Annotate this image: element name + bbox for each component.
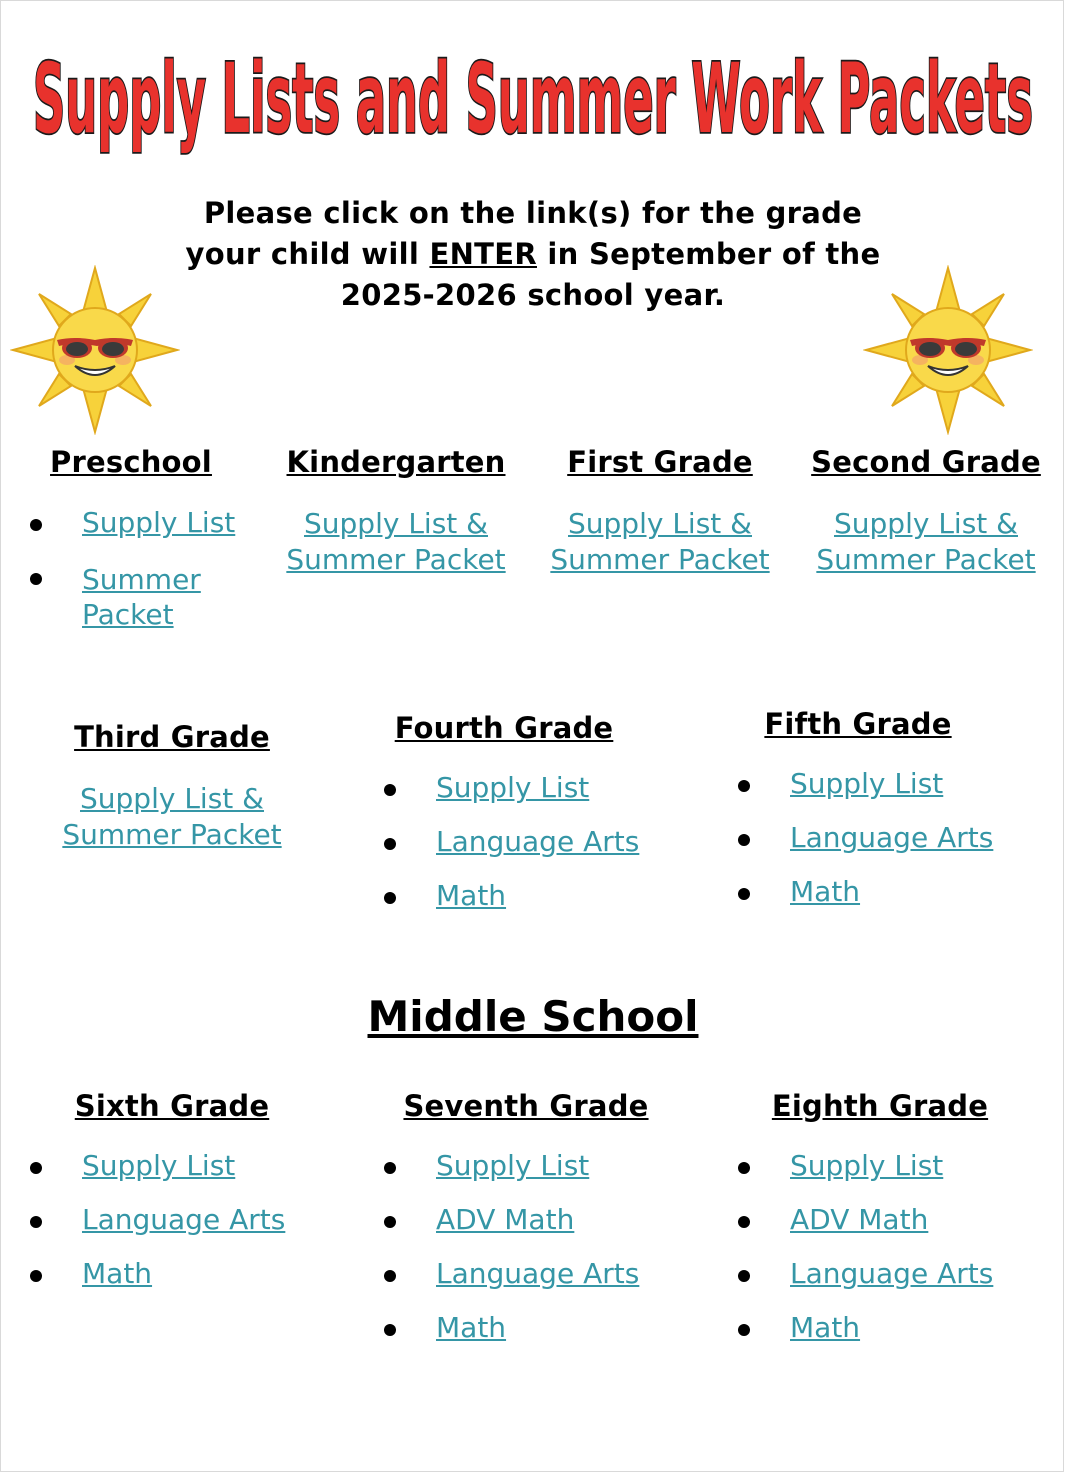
first-grade-link-block (540, 506, 780, 582)
grade-heading-kindergarten: Kindergarten (286, 445, 506, 479)
list-item (738, 823, 993, 877)
preschool-supply-list-link[interactable]: Supply List (82, 506, 236, 539)
list-item (384, 1313, 639, 1367)
grade-heading-sixth-grade: Sixth Grade (74, 1089, 270, 1123)
seventh-grade-supply-list-link[interactable]: Supply List (436, 1149, 590, 1182)
grade-heading-second-grade: Second Grade (811, 445, 1041, 479)
third-grade-link-line-2[interactable]: Summer Packet (62, 818, 282, 851)
preschool-links (30, 506, 236, 631)
seventh-grade-adv-math-link[interactable]: ADV Math (436, 1203, 575, 1236)
eighth-grade-math-link[interactable]: Math (790, 1311, 861, 1344)
third-grade-supply-summer-link[interactable] (62, 781, 281, 853)
list-item (384, 1259, 639, 1313)
first-grade-link-line-2[interactable]: Summer Packet (550, 543, 770, 576)
intro-emphasis: ENTER (429, 237, 537, 271)
fifth-grade-supply-list-link[interactable]: Supply List (790, 767, 944, 800)
kindergarten-link-line-2[interactable]: Summer Packet (286, 543, 506, 576)
grade-heading-fifth-grade: Fifth Grade (764, 707, 952, 741)
fourth-grade-math-link[interactable]: Math (436, 879, 507, 912)
sixth-grade-language-arts-link[interactable]: Language Arts (82, 1203, 286, 1236)
list-item (30, 1259, 285, 1313)
list-item (738, 769, 993, 823)
grade-heading-fourth-grade: Fourth Grade (394, 711, 614, 745)
list-item (738, 1313, 993, 1367)
grade-heading-first-grade: First Grade (567, 445, 753, 479)
kindergarten-link-block (276, 506, 516, 582)
intro-line-1: Please click on the link(s) for the grade (203, 196, 863, 230)
grade-heading-third-grade: Third Grade (74, 720, 270, 754)
fifth-grade-links (738, 769, 993, 931)
list-item (30, 562, 235, 631)
seventh-grade-math-link[interactable]: Math (436, 1311, 507, 1344)
seventh-grade-links (384, 1151, 639, 1367)
intro-line-3: 2025-2026 school year. (340, 278, 726, 312)
grade-heading-seventh-grade: Seventh Grade (403, 1089, 649, 1123)
sixth-grade-supply-list-link[interactable]: Supply List (82, 1149, 236, 1182)
intro-text (133, 193, 933, 316)
list-item (384, 827, 639, 881)
intro-line-2-post: in September of the (536, 237, 881, 271)
eighth-grade-links (738, 1151, 993, 1367)
page-title-text: Supply Lists and Summer Work Packets (33, 43, 1033, 155)
sun-with-sunglasses-icon (10, 265, 180, 435)
third-grade-link-line-1[interactable]: Supply List & (80, 782, 264, 815)
second-grade-link-line-2[interactable]: Summer Packet (816, 543, 1036, 576)
third-grade-link-block (52, 781, 292, 857)
eighth-grade-language-arts-link[interactable]: Language Arts (790, 1257, 994, 1290)
first-grade-link-line-1[interactable]: Supply List & (568, 507, 752, 540)
list-item (738, 1259, 993, 1313)
fifth-grade-language-arts-link[interactable]: Language Arts (790, 821, 994, 854)
grade-heading-preschool: Preschool (50, 445, 212, 479)
sixth-grade-math-link[interactable]: Math (82, 1257, 153, 1290)
list-item (384, 773, 639, 827)
eighth-grade-adv-math-link[interactable]: ADV Math (790, 1203, 929, 1236)
second-grade-link-line-1[interactable]: Supply List & (834, 507, 1018, 540)
seventh-grade-language-arts-link[interactable]: Language Arts (436, 1257, 640, 1290)
fourth-grade-links (384, 773, 639, 935)
list-item (738, 877, 993, 931)
list-item (738, 1151, 993, 1205)
preschool-summer-packet-link[interactable]: Summer Packet (82, 563, 201, 631)
kindergarten-link-line-1[interactable]: Supply List & (304, 507, 488, 540)
list-item (384, 1205, 639, 1259)
grade-heading-eighth-grade: Eighth Grade (771, 1089, 989, 1123)
fourth-grade-supply-list-link[interactable]: Supply List (436, 771, 590, 804)
list-item (384, 881, 639, 935)
fifth-grade-math-link[interactable]: Math (790, 875, 861, 908)
eighth-grade-supply-list-link[interactable]: Supply List (790, 1149, 944, 1182)
sun-with-sunglasses-icon (863, 265, 1033, 435)
kindergarten-supply-summer-link[interactable] (286, 506, 505, 578)
list-item (30, 508, 235, 562)
page-title (0, 20, 1066, 180)
sixth-grade-links (30, 1151, 285, 1313)
list-item (738, 1205, 993, 1259)
second-grade-supply-summer-link[interactable] (816, 506, 1035, 578)
list-item (30, 1205, 285, 1259)
first-grade-supply-summer-link[interactable] (550, 506, 769, 578)
middle-school-heading: Middle School (367, 992, 699, 1041)
list-item (384, 1151, 639, 1205)
fourth-grade-language-arts-link[interactable]: Language Arts (436, 825, 640, 858)
list-item (30, 1151, 285, 1205)
second-grade-link-block (806, 506, 1046, 582)
intro-line-2 (133, 234, 933, 275)
intro-line-2-pre: your child will (185, 237, 430, 271)
